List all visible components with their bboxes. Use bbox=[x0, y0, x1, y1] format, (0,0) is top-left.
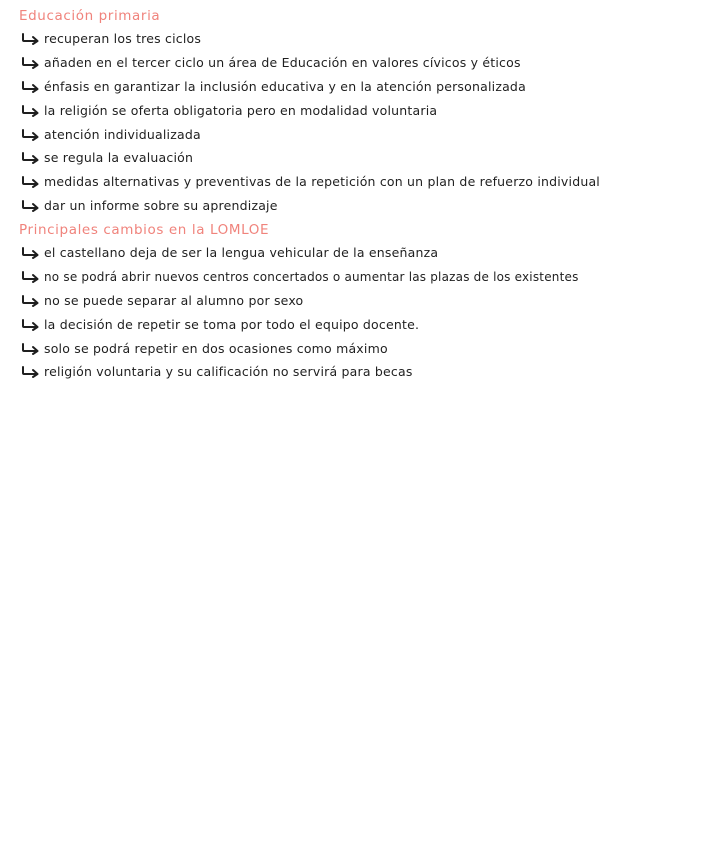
list-item-text: no se podrá abrir nuevos centros concertados o aumentar las plazas de los existentes bbox=[44, 270, 579, 284]
list-item bbox=[21, 315, 419, 335]
curved-arrow-icon bbox=[21, 176, 41, 188]
list-item-text: no se puede separar al alumno por sexo bbox=[44, 293, 304, 308]
curved-arrow-icon bbox=[21, 343, 41, 355]
curved-arrow-icon bbox=[21, 200, 41, 212]
list-item bbox=[21, 77, 526, 97]
list-item-text: atención individualizada bbox=[44, 127, 201, 142]
list-item-text: recuperan los tres ciclos bbox=[44, 31, 202, 46]
list-item bbox=[21, 101, 437, 121]
list-item-text: medidas alternativas y preventivas de la repetición con un plan de refuerzo individual bbox=[44, 174, 600, 189]
list-item-text: la decisión de repetir se toma por todo el equipo docente. bbox=[44, 317, 420, 332]
list-item bbox=[21, 196, 278, 216]
curved-arrow-icon bbox=[21, 366, 41, 378]
list-item-text: se regula la evaluación bbox=[44, 150, 194, 165]
section-title-principales-cambios: Principales cambios en la LOMLOE bbox=[19, 222, 270, 238]
list-item-text: añaden en el tercer ciclo un área de Educación en valores cívicos y éticos bbox=[44, 55, 521, 70]
curved-arrow-icon bbox=[21, 57, 41, 69]
list-item bbox=[21, 339, 388, 359]
list-item bbox=[21, 267, 579, 287]
curved-arrow-icon bbox=[21, 295, 41, 307]
curved-arrow-icon bbox=[21, 319, 41, 331]
list-item bbox=[21, 172, 600, 192]
list-item bbox=[21, 53, 521, 73]
section-title-educacion-primaria: Educación primaria bbox=[19, 8, 161, 24]
list-item-text: solo se podrá repetir en dos ocasiones como máximo bbox=[44, 341, 388, 356]
list-item bbox=[21, 148, 193, 168]
curved-arrow-icon bbox=[21, 129, 41, 141]
list-item bbox=[21, 125, 201, 145]
list-item-text: religión voluntaria y su calificación no servirá para becas bbox=[44, 364, 413, 379]
curved-arrow-icon bbox=[21, 33, 41, 45]
curved-arrow-icon bbox=[21, 247, 41, 259]
list-item-text: dar un informe sobre su aprendizaje bbox=[44, 198, 278, 213]
list-item bbox=[21, 291, 303, 311]
curved-arrow-icon bbox=[21, 81, 41, 93]
list-item bbox=[21, 362, 413, 382]
list-item bbox=[21, 243, 438, 263]
list-item-text: énfasis en garantizar la inclusión educativa y en la atención personalizada bbox=[44, 79, 526, 94]
curved-arrow-icon bbox=[21, 105, 41, 117]
curved-arrow-icon bbox=[21, 152, 41, 164]
list-item-text: el castellano deja de ser la lengua vehicular de la enseñanza bbox=[44, 245, 439, 260]
list-item bbox=[21, 29, 201, 49]
list-item-text: la religión se oferta obligatoria pero en modalidad voluntaria bbox=[44, 103, 438, 118]
curved-arrow-icon bbox=[21, 271, 41, 283]
